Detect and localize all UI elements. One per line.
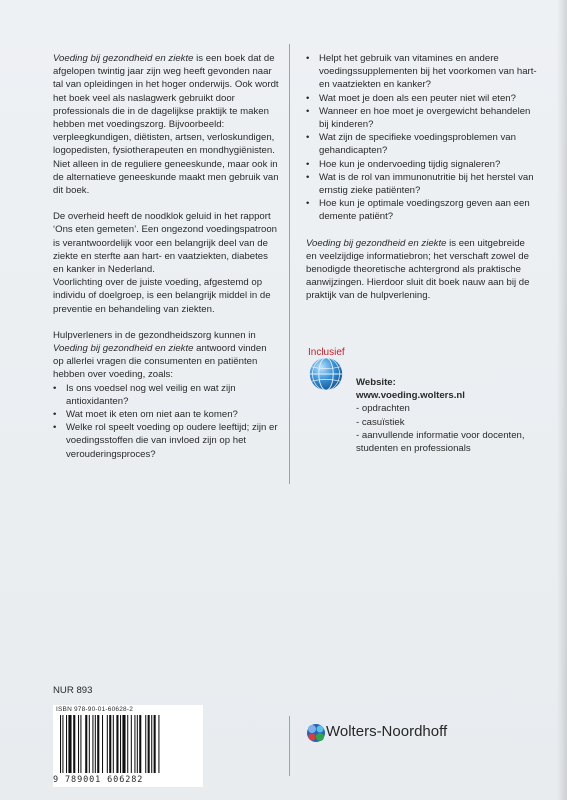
book-title-italic: Voeding bij gezondheid en ziekte [53,343,194,355]
left-column [53,52,279,461]
barcode-bars [56,715,200,775]
spine-shadow [557,0,567,800]
barcode [53,705,203,787]
isbn-text: ISBN 978-90-01-60628-2 [56,706,134,713]
list-item: • Hoe kun je optimale voedingszorg geven aan een demente patiënt? [306,197,538,223]
list-item: • Wat is de rol van immunonutritie bij het herstel van ernstig zieke patiënten? [306,171,538,197]
list-item: • Wat moet je doen als een peuter niet wil eten? [306,92,538,105]
nur-code: NUR 893 [53,685,93,696]
question-list-right [306,52,538,224]
care-workers-paragraph: Hulpverleners in de gezondheidszorg kunnen in Voeding bij gezondheid en ziekte antwoord vinden op allerlei vragen die consumenten en patiënten hebben over voeding, zoals: [53,329,267,381]
question-list-left [53,382,279,461]
list-item: • Wanneer en hoe moet je overgewicht behandelen bij kinderen? [306,105,538,131]
list-item: • Is ons voedsel nog wel veilig en wat zijn antioxidanten? [53,382,279,408]
publisher-name: Wolters-Noordhoff [326,723,448,740]
list-item: • Welke rol speelt voeding op oudere leeftijd; zijn er voedingsstoffen die van invloed zijn op het verouderingsproces? [53,421,279,461]
website-url[interactable]: www.voeding.wolters.nl [356,390,465,402]
list-item: • Hoe kun je ondervoeding tijdig signaleren? [306,158,538,171]
column-divider [289,44,290,484]
summary-paragraph: Voeding bij gezondheid en ziekte is een uitgebreide en veelzijdige informatiebron; het verschaft zowel de benodigde theoretische achtergrond als praktische aanwijzingen. Hierdoor sluit dit boek nauw aan bij de praktijk van de hulpverlening. [306,237,530,302]
government-paragraph: De overheid heeft de noodklok geluid in het rapport ‘Ons eten gemeten’. Een ongezond voedingspatroon is verantwoordelijk voor een belangrijk deel van de ziekte en sterfte aan hart- en vaatziekten, diabetes en kanker in Nederland. [53,211,278,276]
list-item: - opdrachten [356,402,546,415]
book-title-italic: Voeding bij gezondheid en ziekte [306,237,447,249]
right-column [306,52,538,303]
intro-paragraph: Voeding bij gezondheid en ziekte is een boek dat de afgelopen twintig jaar zijn weg heeft gevonden naar tal van opleidingen in het hoger onderwijs. Ook wordt het boek veel als naslagwerk gebruikt door professionals die in de dagelijkse praktijk te maken hebben met voedingszorg. Bijvoorbeeld: verpleegkundigen, diëtisten, artsen, verloskundigen, logopedisten, fysiotherapeuten en mondhygiënisten. Niet alleen in de reguliere geneeskunde, maar ook in de alternatieve geneeskunde maakt men gebruik van dit boek. [53,53,279,197]
list-item: • Wat moet ik eten om niet aan te komen? [53,408,279,421]
list-item: • Helpt het gebruik van vitamines en andere voedingssupplementen bij het voorkomen van hart- en vaatziekten en kanker? [306,52,538,92]
barcode-number: 9 789001 606282 [53,775,144,785]
information-paragraph: Voorlichting over de juiste voeding, afgestemd op individu of doelgroep, is een belangrijk middel in de preventie en behandeling van ziekten. [53,277,271,315]
list-item: - casuïstiek [356,416,546,429]
list-item: • Wat zijn de specifieke voedingsproblemen van gehandicapten? [306,131,538,157]
globe-icon [308,356,344,392]
book-title-italic: Voeding bij gezondheid en ziekte [53,53,194,64]
list-item: - aanvullende informatie voor docenten, studenten en professionals [356,429,546,455]
website-label: Website: [356,377,396,388]
website-block [356,376,546,455]
footer-divider [289,716,290,776]
inclusief-label: Inclusief [308,347,345,358]
